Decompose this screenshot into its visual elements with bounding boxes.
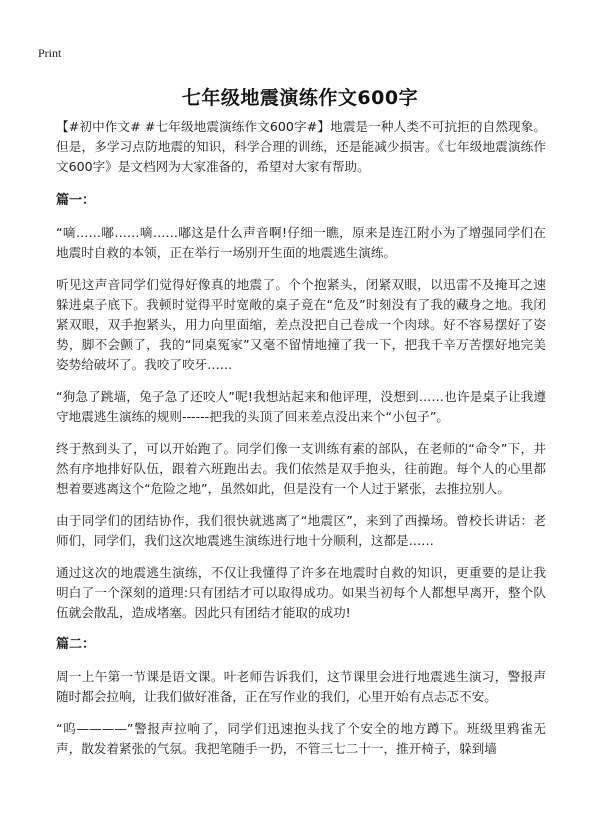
section-heading-2: 篇二：	[56, 637, 96, 652]
paragraph: 由于同学们的团结协作，我们很快就逃离了“地震区”，来到了西操场。曾校长讲话：老师们，同学们，我们这次地震逃生演练进行地十分顺利，这都是……	[56, 513, 546, 548]
paragraph: “狗急了跳墙，兔子急了还咬人”呢!我想站起来和他评理，没想到……也许是桌子让我遵守地震逃生演练的规则------把我的头顶了回来差点没出来个“小包子”。	[56, 389, 546, 424]
print-label: Print	[38, 46, 62, 60]
paragraph: “嘀……嘟……嘀……嘟这是什么声音啊!仔细一瞧，原来是连江附小为了增强同学们在地震时自救的本领，正在举行一场别开生面的地震逃生演练。	[56, 225, 546, 260]
section-heading-1: 篇一：	[56, 193, 96, 208]
paragraph: 听见这声音同学们觉得好像真的地震了。个个抱紧头，闭紧双眼，以迅雷不及掩耳之速躲进桌子底下。我顿时觉得平时宽敞的桌子竟在“危及”时刻没有了我的藏身之地。我闭紧双眼，双手抱紧头，用力向里面缩，差点没把自己卷成一个肉球。好不容易摆好了姿势，脚不会颤了，我的“同桌冤家”又毫不留情地撞了我一下，把我千辛万苦摆好地完美姿势给破坏了。我咬了咬牙……	[56, 277, 546, 372]
article-body	[56, 117, 546, 771]
paragraph: 通过这次的地震逃生演练，不仅让我懂得了许多在地震时自救的知识，更重要的是让我明白了一个深刻的道理:只有团结才可以取得成功。如果当初每个人都想早离开，整个队伍就会散乱，造成堵塞。因此只有团结才能取的成功!	[56, 565, 546, 620]
paragraph: “呜————”警报声拉响了，同学们迅速抱头找了个安全的地方蹲下。班级里鸦雀无声，散发着紧张的气氛。我把笔随手一扔，不管三七二十一，推开椅子，躲到墙	[56, 721, 546, 756]
paragraph: 周一上午第一节课是语文课。叶老师告诉我们，这节课里会进行地震逃生演习，警报声随时都会拉响，让我们做好准备，正在写作业的我们，心里开始有点忐忑不安。	[56, 669, 546, 704]
paragraph: 终于熬到头了，可以开始跑了。同学们像一支训练有素的部队，在老师的“命令”下，井然有序地排好队伍，跟着六班跑出去。我们依然是双手抱头，往前跑。每个人的心里都想着要逃离这个“危险之地”，虽然如此，但是没有一个人过于紧张，去推拉别人。	[56, 441, 546, 496]
intro-paragraph: 【#初中作文# #七年级地震演练作文600字#】地震是一种人类不可抗拒的自然现象。但是，多学习点防地震的知识，科学合理的训练，还是能减少损害。《七年级地震演练作文600字》是文档网为大家准备的，希望对大家有帮助。	[56, 119, 546, 174]
page-title: 七年级地震演练作文600字	[181, 87, 419, 109]
